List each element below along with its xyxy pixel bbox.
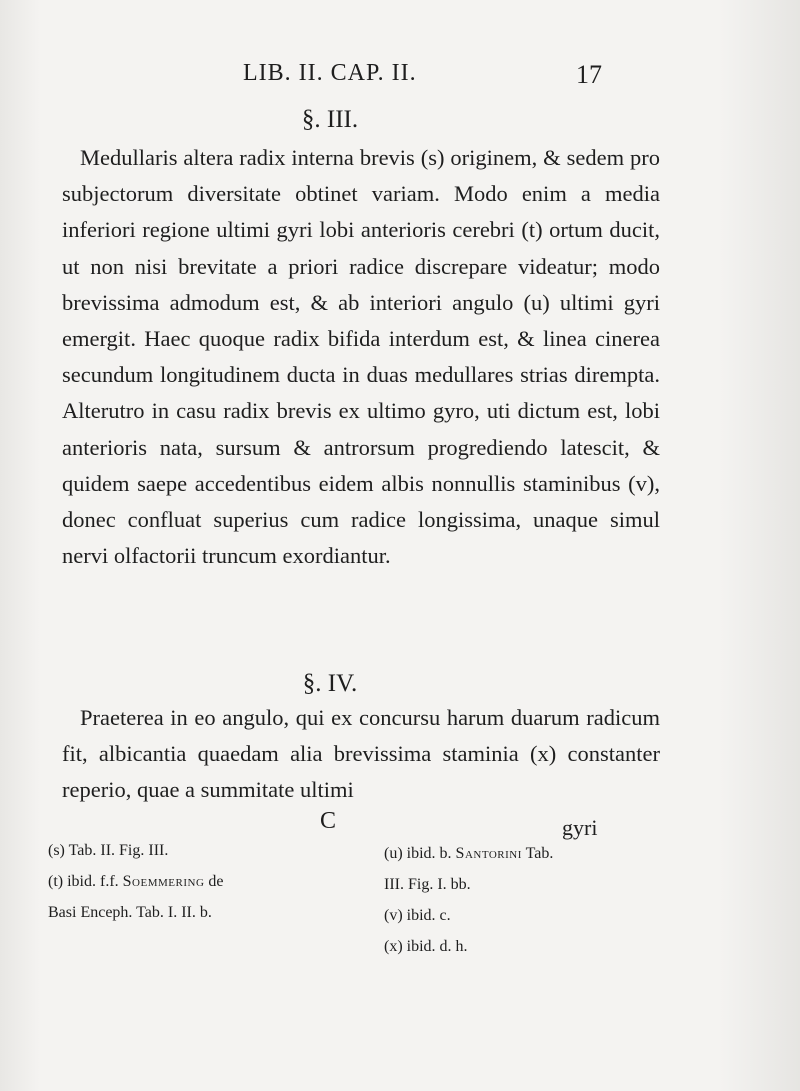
footnote-text: ibid. c.: [406, 907, 451, 924]
footnote-continuation: Basi Enceph. Tab. I. II. b.: [48, 904, 212, 921]
footnote-text: Tab. II. Fig. III.: [68, 842, 169, 859]
footnote-label: (s): [48, 842, 65, 859]
section-3-body: [62, 140, 660, 574]
section-4-body: [62, 700, 660, 809]
page-header: [0, 58, 800, 92]
running-head: LIB. II. CAP. II.: [243, 60, 417, 86]
footnote-label: (x): [384, 938, 403, 955]
catchword: gyri: [562, 815, 598, 840]
footnote-text: ibid. b.: [406, 845, 452, 862]
signature-mark: C: [320, 808, 337, 834]
section-heading-3: §. III.: [301, 106, 359, 133]
footnote-s: [48, 835, 323, 866]
footnote-continuation: III. Fig. I. bb.: [384, 876, 471, 893]
footnote-label: (u): [384, 845, 403, 862]
footnote-x: [384, 931, 674, 962]
footnote-label: (t): [48, 873, 64, 890]
footnote-t: [48, 866, 323, 928]
footnote-text: ibid. d. h.: [406, 938, 468, 955]
section-4-paragraph: Praeterea in eo angulo, qui ex concursu harum duarum radicum fit, albicantia quaedam alia brevissima staminia (x) constanter reperio, quae a summitate ultimi: [62, 705, 660, 803]
footnote-u: [384, 838, 674, 900]
footnote-v: [384, 900, 674, 931]
footnote-text-after: Tab.: [525, 845, 554, 862]
section-3-paragraph: Medullaris altera radix interna brevis (s) originem, & sedem pro subjectorum diversitate obtinet variam. Modo enim a media inferiori regione ultimi gyri lobi anterioris cerebri (t) ortum ducit, ut non nisi brevitate a priori radice discrepare videatur; modo brevissima admodum est, & ab interiori angulo (u) ultimi gyri emergit. Haec quoque radix bifida interdum est, & linea cinerea secundum longitudinem ducta in duas medullares strias dirempta. Alterutro in casu radix brevis ex ultimo gyro, uti dictum est, lobi anterioris nata, sursum & antrorsum progrediendo latescit, & quidem saepe accedentibus eidem albis nonnullis staminibus (v), donec confluat superius cum radice longissima, unaque simul nervi olfactorii truncum exordiantur.: [62, 145, 660, 569]
footnotes-right: [384, 838, 674, 962]
footnote-author: Santorini: [455, 845, 522, 862]
footnote-author: Soemmering: [122, 873, 205, 890]
footnote-label: (v): [384, 907, 403, 924]
footnote-text-after: de: [208, 873, 224, 890]
footnote-text: ibid. f.f.: [67, 873, 119, 890]
section-heading-4: §. IV.: [302, 670, 358, 697]
footnotes-left: [48, 835, 323, 928]
page-number: 17: [576, 60, 602, 89]
